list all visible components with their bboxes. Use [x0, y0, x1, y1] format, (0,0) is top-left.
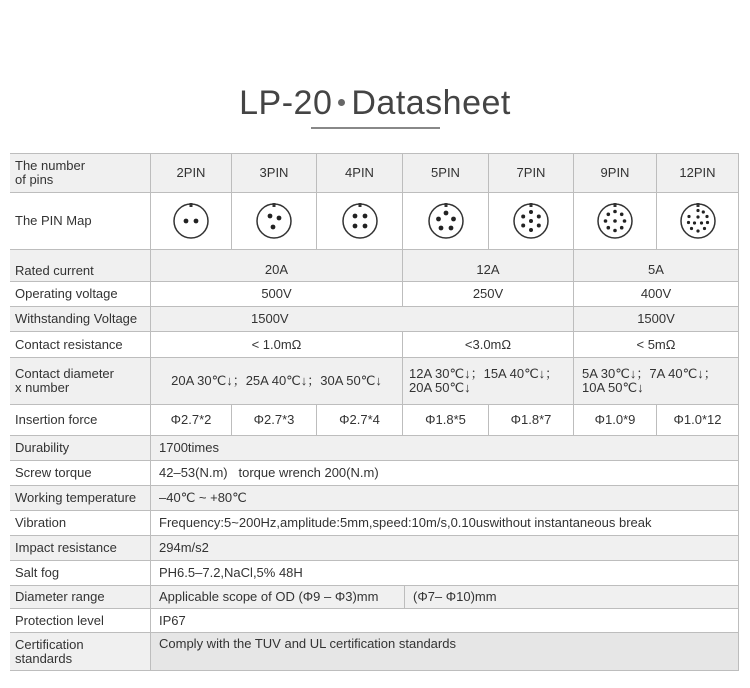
label-protection-level: Protection level — [10, 609, 150, 632]
label-working-temperature: Working temperature — [10, 486, 150, 510]
contact-resistance-2-4pin: < 1.0mΩ — [151, 332, 402, 357]
row-operating-voltage — [10, 282, 739, 306]
pins-3: 3PIN — [232, 154, 316, 192]
label-screw-torque: Screw torque — [10, 461, 150, 485]
9-pin-map-icon — [596, 202, 634, 240]
salt-fog-value: PH6.5–7.2,NaCl,5% 48H — [151, 561, 738, 585]
durability-value: 1700times — [151, 436, 738, 460]
pins-12: 12PIN — [657, 154, 738, 192]
row-impact-resistance — [10, 536, 739, 560]
title-dot-separator — [338, 99, 345, 106]
label-durability: Durability — [10, 436, 150, 460]
withstanding-voltage-2-7pin: 1500V — [151, 307, 573, 331]
impact-resistance-value: 294m/s2 — [151, 536, 738, 560]
pins-7: 7PIN — [489, 154, 573, 192]
pin-map-cell — [489, 193, 573, 249]
7-pin-map-icon — [512, 202, 550, 240]
rated-current-5-7pin: 12A — [403, 250, 573, 281]
label-rated-current: Rated current — [10, 250, 150, 281]
pin-map-cell — [232, 193, 316, 249]
row-vibration — [10, 511, 739, 535]
insertion-force-3pin: Φ2.7*3 — [232, 405, 316, 435]
page-title — [0, 84, 750, 130]
row-pin-map — [10, 193, 739, 249]
protection-level-value: IP67 — [151, 609, 738, 632]
row-screw-torque — [10, 461, 739, 485]
pin-map-cell — [657, 193, 738, 249]
insertion-force-12pin: Φ1.0*12 — [657, 405, 738, 435]
pins-9: 9PIN — [574, 154, 656, 192]
contact-resistance-5-7pin: <3.0mΩ — [403, 332, 573, 357]
row-rated-current — [10, 250, 739, 281]
4-pin-map-icon — [341, 202, 379, 240]
title-underline — [311, 127, 440, 129]
rated-current-9-12pin: 5A — [574, 250, 738, 281]
insertion-force-2pin: Φ2.7*2 — [151, 405, 231, 435]
label-contact-resistance: Contact resistance — [10, 332, 150, 357]
vibration-value: Frequency:5~200Hz,amplitude:5mm,speed:10m/s,0.10uswithout instantaneous break — [151, 511, 738, 535]
operating-voltage-2-4pin: 500V — [151, 282, 402, 306]
5-pin-map-icon — [427, 202, 465, 240]
3-pin-map-icon — [255, 202, 293, 240]
row-insertion-force — [10, 405, 739, 435]
label-vibration: Vibration — [10, 511, 150, 535]
operating-voltage-9-12pin: 400V — [574, 282, 738, 306]
label-certification: Certification standards — [10, 633, 150, 670]
pin-map-cell — [151, 193, 231, 249]
pins-4: 4PIN — [317, 154, 402, 192]
working-temperature-value: –40℃ ~ +80℃ — [151, 486, 738, 510]
label-diameter-range: Diameter range — [10, 586, 150, 608]
label-insertion-force: Insertion force — [10, 405, 150, 435]
datasheet-table — [10, 153, 739, 671]
row-number-of-pins — [10, 154, 739, 192]
insertion-force-7pin: Φ1.8*7 — [489, 405, 573, 435]
diameter-range-value-2: (Φ7– Φ10)mm — [405, 586, 738, 608]
pin-map-cell — [403, 193, 488, 249]
label-pin-map: The PIN Map — [10, 193, 150, 249]
row-certification — [10, 633, 739, 670]
pin-map-cell — [574, 193, 656, 249]
row-diameter-range — [10, 586, 739, 608]
label-contact-diameter: Contact diameter x number — [10, 358, 150, 404]
row-protection-level — [10, 609, 739, 632]
row-working-temperature — [10, 486, 739, 510]
label-operating-voltage: Operating voltage — [10, 282, 150, 306]
row-withstanding-voltage — [10, 307, 739, 331]
pins-2: 2PIN — [151, 154, 231, 192]
label-number-of-pins: The number of pins — [10, 154, 150, 192]
title-model: LP-20 — [239, 84, 333, 122]
pins-5: 5PIN — [403, 154, 488, 192]
title-word: Datasheet — [351, 84, 511, 122]
insertion-force-4pin: Φ2.7*4 — [317, 405, 402, 435]
row-contact-resistance — [10, 332, 739, 357]
insertion-force-5pin: Φ1.8*5 — [403, 405, 488, 435]
label-withstanding-voltage: Withstanding Voltage — [10, 307, 150, 331]
row-contact-diameter — [10, 358, 739, 404]
label-salt-fog: Salt fog — [10, 561, 150, 585]
row-durability — [10, 436, 739, 460]
operating-voltage-5-7pin: 250V — [403, 282, 573, 306]
contact-diameter-5-7pin: 12A 30℃↓；15A 40℃↓； 20A 50℃↓ — [403, 358, 573, 404]
label-impact-resistance: Impact resistance — [10, 536, 150, 560]
contact-diameter-2-4pin: 20A 30℃↓；25A 40℃↓；30A 50℃↓ — [151, 358, 402, 404]
certification-value: Comply with the TUV and UL certification standards — [151, 633, 738, 670]
insertion-force-9pin: Φ1.0*9 — [574, 405, 656, 435]
diameter-range-value-1: Applicable scope of OD (Φ9 – Φ3)mm — [151, 586, 404, 608]
screw-torque-value: 42–53(N.m) torque wrench 200(N.m) — [151, 461, 738, 485]
contact-diameter-9-12pin: 5A 30℃↓；7A 40℃↓； 10A 50℃↓ — [574, 358, 738, 404]
rated-current-2-4pin: 20A — [151, 250, 402, 281]
row-salt-fog — [10, 561, 739, 585]
12-pin-map-icon — [679, 202, 717, 240]
pin-map-cell — [317, 193, 402, 249]
withstanding-voltage-9-12pin: 1500V — [574, 307, 738, 331]
contact-resistance-9-12pin: < 5mΩ — [574, 332, 738, 357]
2-pin-map-icon — [172, 202, 210, 240]
